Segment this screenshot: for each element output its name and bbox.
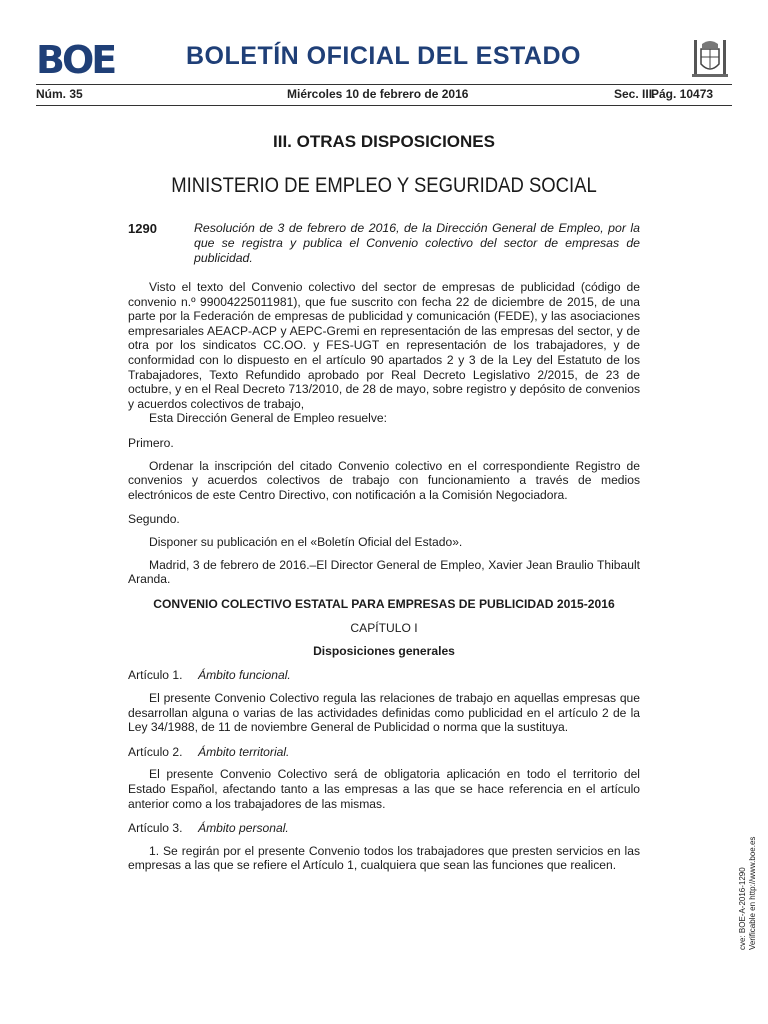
article-2-title: Ámbito territorial.	[198, 744, 290, 759]
article-3-heading	[128, 821, 640, 836]
segundo-label: Segundo.	[128, 512, 180, 527]
article-1-label: Artículo 1.	[128, 668, 183, 683]
convenio-title: CONVENIO COLECTIVO ESTATAL PARA EMPRESAS DE PUBLICIDAD 2015-2016	[153, 596, 615, 611]
section-label: Sec. III.	[614, 87, 656, 101]
primero-text: Ordenar la inscripción del citado Convenio colectivo en el correspondiente Registro de convenios y acuerdos colectivos de trabajo con funcionamiento a través de medios electrónicos de este Centro Directivo, con notificación a la Comisión Negociadora.	[128, 458, 640, 502]
article-2-text: El presente Convenio Colectivo será de obligatoria aplicación en todo el territorio del Estado Español, afectando tanto a las empresas a las que se hace referencia en el artículo anterior como a los trabajadores de las mismas.	[128, 767, 640, 811]
cve-code: cve: BOE-A-2016-1290	[738, 867, 747, 950]
article-1-text: El presente Convenio Colectivo regula las relaciones de trabajo en aquellas empresas que desarrollan alguna o varias de las actividades definidas como publicidad en el artículo 2 de la Ley 34/1988, de 11 de noviembre General de Publicidad o norma que la sustituya.	[128, 691, 640, 735]
page-number: Pág. 10473	[651, 87, 714, 101]
issue-number: Núm. 35	[36, 87, 83, 101]
article-3-label: Artículo 3.	[128, 821, 183, 836]
issue-date: Miércoles 10 de febrero de 2016	[287, 87, 469, 101]
primero-label: Primero.	[128, 435, 174, 450]
document-body	[128, 280, 640, 873]
page-header	[0, 0, 768, 110]
article-3-text: 1. Se regirán por el presente Convenio todos los trabajadores que presten servicios en las empresas a las que se refiere el Artículo 1, cualquiera que sean las funciones que realicen.	[128, 843, 640, 873]
article-3-title: Ámbito personal.	[198, 821, 289, 836]
article-2-label: Artículo 2.	[128, 744, 183, 759]
header-rule-top	[36, 84, 732, 85]
boe-logo: BOE	[36, 38, 115, 82]
paragraph-resolves: Esta Dirección General de Empleo resuelve:	[149, 411, 387, 426]
article-2-heading	[128, 745, 640, 760]
verification-link[interactable]: Verificable en http://www.boe.es	[748, 836, 757, 950]
section-title: III. OTRAS DISPOSICIONES	[273, 132, 495, 151]
chapter-number: CAPÍTULO I	[350, 621, 418, 636]
signature: Madrid, 3 de febrero de 2016.–El Director General de Empleo, Xavier Jean Braulio Thibault Aranda.	[128, 557, 640, 587]
header-rule-bottom	[36, 105, 732, 106]
bulletin-title: BOLETÍN OFICIAL DEL ESTADO	[186, 42, 581, 70]
side-verification-note	[738, 820, 758, 950]
resolution-summary: Resolución de 3 de febrero de 2016, de la Dirección General de Empleo, por la que se registra y publica el Convenio colectivo del sector de empresas de publicidad.	[194, 221, 640, 265]
segundo-text: Disponer su publicación en el «Boletín Oficial del Estado».	[149, 534, 463, 549]
article-1-heading	[128, 668, 640, 683]
ministry-title: MINISTERIO DE EMPLEO Y SEGURIDAD SOCIAL	[171, 174, 597, 197]
resolution-number: 1290	[128, 221, 157, 236]
article-1-title: Ámbito funcional.	[198, 668, 291, 683]
paragraph-considering: Visto el texto del Convenio colectivo del sector de empresas de publicidad (código de convenio n.º 99004225011981), que fue suscrito con fecha 22 de diciembre de 2015, de una parte por la Federación de empresas de publicidad y comunicación (FEDE), y las asociaciones empresariales AEACP-ACP y AEPC-Gremi en representación de las empresas del sector, y de otra por los sindicatos CC.OO. y FES-UGT en representación de los trabajadores, y de conformidad con lo dispuesto en el artículo 90 apartados 2 y 3 de la Ley del Estatuto de los Trabajadores, Texto Refundido aprobado por Real Decreto Legislativo 2/2015, de 23 de octubre, y en el Real Decreto 713/2010, de 28 de mayo, sobre registro y depósito de convenios y acuerdos colectivos de trabajo,	[128, 280, 640, 411]
coat-of-arms-icon	[688, 36, 732, 80]
chapter-title: Disposiciones generales	[313, 643, 455, 658]
